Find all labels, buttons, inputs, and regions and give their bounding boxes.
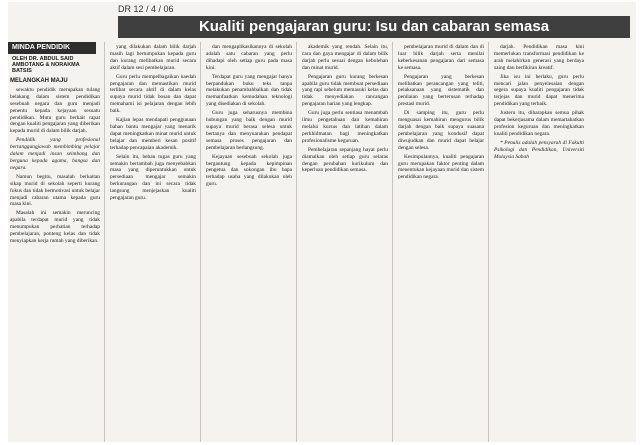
paragraph: Namun begitu, masalah berkaitan sikap murid di sekolah seperti kurang fokus dan tidak bermotivasi untuk belajar menjadi cabaran utama kepada guru masa kini. (10, 173, 100, 208)
paragraph: Pembelajaran sepanjang hayat perlu diamalkan oleh setiap guru selaras dengan perubahan kurikulum dan keperluan pendidikan semasa. (302, 146, 388, 174)
byline: OLEH DR. ABDUL SAID AMBOTANG & NORAKMA BATSIS (12, 56, 80, 74)
paragraph: Terdapat guru yang mengajar hanya berpandukan buku teks tanpa melakukan penambahbaikan dan tidak memanfaatkan kemudahan teknologi yang disediakan di sekolah. (206, 73, 292, 108)
paragraph: Di samping itu, guru perlu menguasai kemahiran mengurus bilik darjah dengan baik supaya suasana pembelajaran yang kondusif dapat diwujudkan dan murid dapat belajar dengan selesa. (398, 110, 484, 151)
paragraph: Kejayaan sesebuah sekolah juga bergantung kepada kepimpinan pengetua dan sokongan ibu bapa terhadap usaha yang dilakukan oleh guru. (206, 153, 292, 188)
paragraph: pembelajaran murid di dalam dan di luar bilik darjah serta menilai keberkesanan pengajaran dari semasa ke semasa. (398, 44, 484, 71)
column-divider (392, 42, 393, 442)
clipping-date: DR 12 / 4 / 06 (118, 4, 174, 14)
paragraph: dan mengaplikasikannya di sekolah adalah satu cabaran yang perlu dihadapi oleh setiap guru pada masa kini. (206, 44, 292, 71)
column-2 (110, 44, 196, 440)
paragraph: Guru perlu mempelbagaikan kaedah pengajaran dan memastikan murid terlibat secara aktif di dalam kelas supaya murid tidak bosan dan dapat memahami isi pelajaran dengan lebih baik. (110, 73, 196, 115)
paragraph: Masalah ini semakin meruncing apabila terdapat murid yang tidak menumpukan perhatian terhadap pembelajaran, ponteng kelas dan tidak menyiapkan kerja rumah yang diberikan. (10, 210, 100, 244)
paragraph: Selain itu, beban tugas guru yang semakin bertambah juga menyebabkan masa yang diperuntukkan untuk persediaan mengajar semakin berkurangan dan ini secara tidak langsung menjejaskan kualiti pengajaran guru. (110, 153, 196, 202)
paragraph: Justeru itu, diharapkan semua pihak dapat bekerjasama dalam memartabatkan profesion keguruan dan meningkatkan kualiti pendidikan negara. (494, 110, 584, 137)
headline-banner: Kualiti pengajaran guru: Isu dan cabaran semasa (118, 16, 630, 38)
section-label: MINDA PENDIDIK (8, 42, 96, 54)
paragraph: Jika isu ini berlaku, guru perlu mencari jalan penyelesaian dengan segera supaya kualiti pengajaran tidak terjejas dan murid dapat menerima pendidikan yang terbaik. (494, 73, 584, 108)
column-6 (494, 44, 584, 440)
paragraph: Pengajaran guru kurang berkesan apabila guru tidak membuat persediaan yang rapi sebelum memasuki kelas dan tidak menyediakan rancangan pengajaran harian yang lengkap. (302, 73, 388, 108)
column-5 (398, 44, 484, 440)
paragraph: Guru juga perlu sentiasa menambah ilmu pengetahuan dan kemahiran melalui kursus dan latihan dalam perkhidmatan bagi meningkatkan profesionalisme keguruan. (302, 110, 388, 144)
paragraph: sewaktu pendidik merupakan tulang belakang dalam sistem pendidikan sesebuah negara dan guru menjadi penentu kepada kejayaan sesuatu pendidikan. Mutu guru berkait rapat dengan kualiti pengajaran yang diberikan kepada murid di dalam bilik darjah. (10, 86, 100, 135)
column-divider (296, 42, 297, 442)
paragraph: Kajian lepas mendapati penggunaan bahan bantu mengajar yang menarik dapat meningkatkan minat murid untuk belajar dan memberi kesan positif terhadap pencapaian akademik. (110, 117, 196, 151)
column-divider (488, 42, 489, 442)
paragraph: Kesimpulannya, kualiti pengajaran guru merupakan faktor penting dalam menentukan kejayaan murid dan sistem pendidikan negara. (398, 153, 484, 181)
newspaper-clipping (8, 2, 636, 442)
column-1 (10, 74, 100, 440)
paragraph: akademik yang rendah. Selain itu, cara dan gaya mengajar di dalam bilik darjah perlu sesuai dengan kebolehan dan minat murid. (302, 44, 388, 71)
paragraph: Pendidik yang profesional bertanggungjawab membimbing pelajar dalam menjadi insan seimbang dan berguna kepada agama, bangsa dan negara. (10, 137, 100, 171)
paragraph: Guru juga seharusnya membina hubungan yang baik dengan murid supaya murid berasa selesa untuk bertanya dan menyuarakan pendapat semasa proses pengajaran dan pembelajaran berlangsung. (206, 110, 292, 151)
paragraph: darjah. Pendidikan masa kini memerlukan transformasi pendidikan ke arah melahirkan generasi yang berdaya saing dan berfikiran kreatif. (494, 44, 584, 71)
subheading: MELANGKAH MAJU (10, 78, 68, 84)
column-divider (104, 42, 105, 442)
column-4 (302, 44, 388, 440)
paragraph: yang dilakukan dalam bilik darjah masih lagi bertumpukan kepada guru dan kurang melibatkan murid secara aktif dalam sesi pembelajaran. (110, 44, 196, 71)
paragraph: Pengajaran yang berkesan melibatkan perancangan yang teliti, pelaksanaan yang sistematik dan penilaian yang berterusan terhadap prestasi murid. (398, 73, 484, 108)
column-divider (200, 42, 201, 442)
column-3 (206, 44, 292, 440)
author-footnote: * Penulis adalah pensyarah di Fakulti Psikologi dan Pendidikan, Universiti Malaysia Sabah (494, 139, 584, 160)
